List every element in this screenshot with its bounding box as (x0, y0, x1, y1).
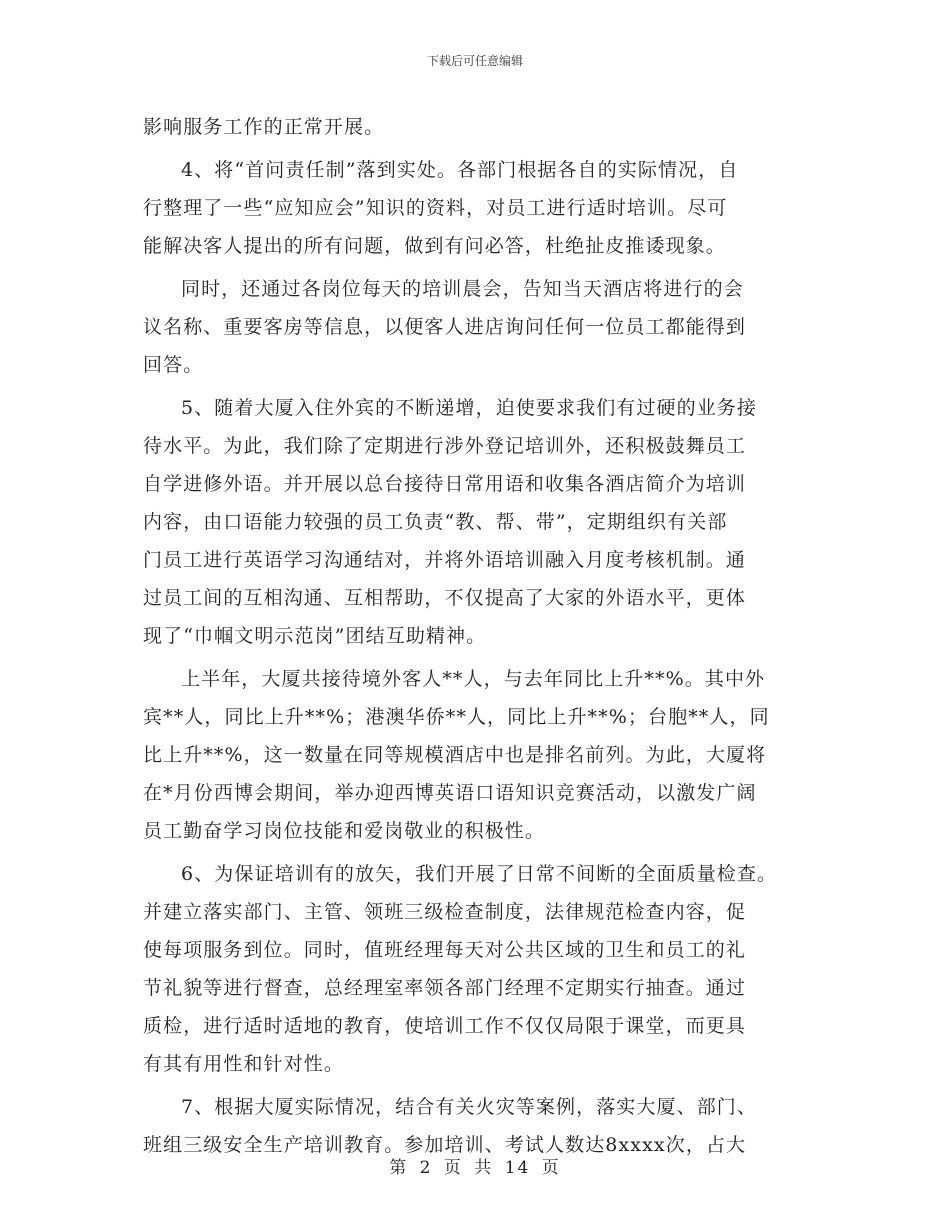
text-line: 门员工进行英语学习沟通结对，并将外语培训融入月度考核机制。通 (143, 549, 747, 571)
text-line: 影响服务工作的正常开展。 (143, 116, 385, 138)
text-line: 自学进修外语。并开展以总台接待日常用语和收集各酒店简介为培训 (143, 473, 747, 495)
text-line: 现了“巾帼文明示范岗”团结互助精神。 (143, 625, 487, 647)
text-line: 同时，还通过各岗位每天的培训晨会，告知当天酒店将进行的会 (181, 278, 744, 300)
text-line: 4、将“首问责任制”落到实处。各部门根据各自的实际情况，自 (181, 159, 739, 181)
text-line: 行整理了一些“应知应会”知识的资料，对员工进行适时培训。尽可 (143, 197, 728, 219)
text-line: 员工勤奋学习岗位技能和爱岗敬业的积极性。 (143, 820, 546, 842)
text-line: 待水平。为此，我们除了定期进行涉外登记培训外，还积极鼓舞员工 (143, 435, 747, 457)
text-line: 过员工间的互相沟通、互相帮助，不仅提高了大家的外语水平，更体 (143, 587, 747, 609)
text-line: 内容，由口语能力较强的员工负责“教、帮、带”，定期组织有关部 (143, 511, 728, 533)
text-line: 6、为保证培训有的放矢，我们开展了日常不间断的全面质量检查。 (181, 863, 778, 885)
page-footer: 第 2 页 共 14 页 (389, 1158, 561, 1178)
text-line: 比上升**%，这一数量在同等规模酒店中也是排名前列。为此，大厦将 (143, 744, 767, 766)
text-line: 7、根据大厦实际情况，结合有关火灾等案例，落实大厦、部门、 (181, 1096, 757, 1118)
text-line: 宾**人，同比上升**%；港澳华侨**人，同比上升**%；台胞**人，同 (143, 706, 770, 728)
text-line: 使每项服务到位。同时，值班经理每天对公共区域的卫生和员工的礼 (143, 939, 747, 961)
text-line: 议名称、重要客房等信息，以便客人进店询问任何一位员工都能得到 (143, 316, 747, 338)
page-header: 下载后可任意编辑 (426, 54, 523, 68)
text-line: 回答。 (143, 354, 204, 376)
text-line: 节礼貌等进行督查，总经理室率领各部门经理不定期实行抽查。通过 (143, 977, 747, 999)
text-line: 并建立落实部门、主管、领班三级检查制度，法律规范检查内容，促 (143, 901, 747, 923)
text-line: 上半年，大厦共接待境外客人**人，与去年同比上升**%。其中外 (181, 668, 766, 690)
text-line: 能解决客人提出的所有问题，做到有问必答，杜绝扯皮推诿现象。 (143, 235, 726, 257)
document-body (143, 108, 803, 1164)
text-line: 质检，进行适时适地的教育，使培训工作不仅仅局限于课堂，而更具 (143, 1015, 747, 1037)
text-line: 班组三级安全生产培训教育。参加培训、考试人数达8xxxx次，占大 (143, 1134, 747, 1156)
text-line: 在*月份西博会期间，举办迎西博英语口语知识竞赛活动，以激发广阔 (143, 782, 757, 804)
text-line: 有其有用性和针对性。 (143, 1053, 345, 1075)
text-line: 5、随着大厦入住外宾的不断递增，迫使要求我们有过硬的业务接 (181, 397, 757, 419)
